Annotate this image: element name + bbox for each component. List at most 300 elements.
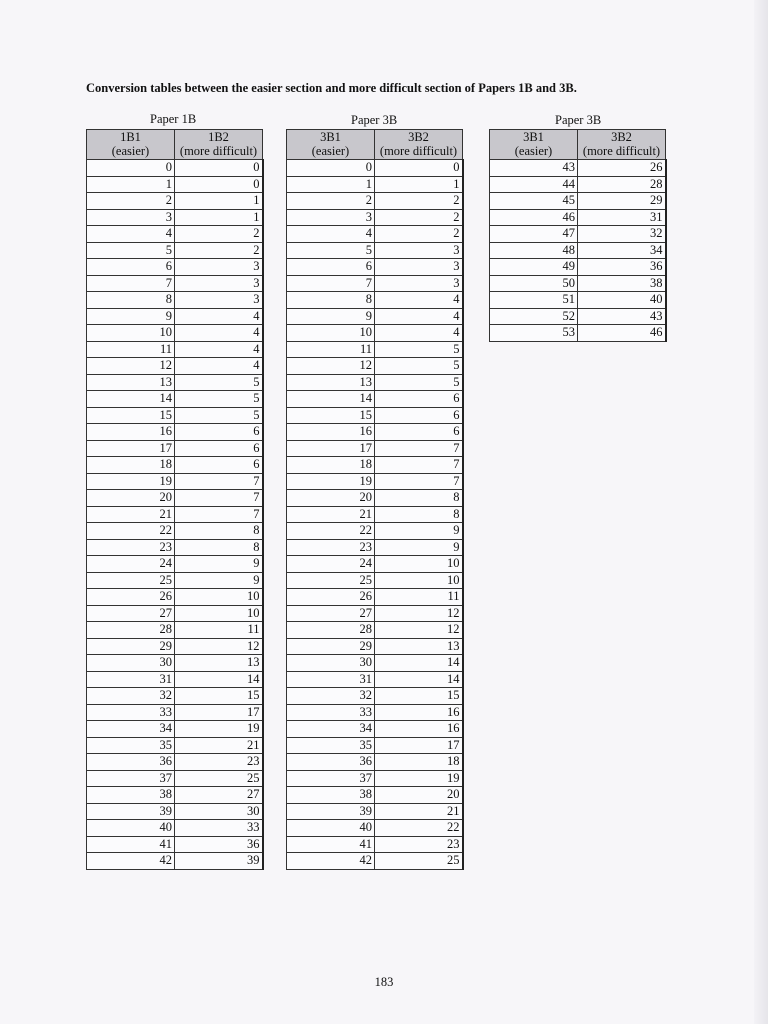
more-difficult-score-cell: 11 bbox=[175, 622, 263, 639]
table-row bbox=[287, 737, 463, 754]
more-difficult-score-cell: 29 bbox=[578, 193, 666, 210]
table-row bbox=[287, 820, 463, 837]
table-row bbox=[87, 836, 263, 853]
more-difficult-score-cell: 8 bbox=[375, 490, 463, 507]
table-row bbox=[87, 754, 263, 771]
table-row bbox=[287, 688, 463, 705]
table-row bbox=[490, 209, 666, 226]
easier-score-cell: 22 bbox=[87, 523, 175, 540]
table-row bbox=[87, 853, 263, 870]
table-row bbox=[287, 424, 463, 441]
table-row bbox=[87, 341, 263, 358]
more-difficult-score-cell: 17 bbox=[175, 704, 263, 721]
more-difficult-score-cell: 10 bbox=[175, 589, 263, 606]
easier-score-cell: 3 bbox=[287, 209, 375, 226]
easier-score-cell: 17 bbox=[287, 440, 375, 457]
table-row bbox=[287, 622, 463, 639]
easier-score-cell: 41 bbox=[87, 836, 175, 853]
easier-score-cell: 11 bbox=[287, 341, 375, 358]
easier-score-cell: 1 bbox=[287, 176, 375, 193]
more-difficult-score-cell: 6 bbox=[375, 407, 463, 424]
easier-score-cell: 51 bbox=[490, 292, 578, 309]
easier-score-cell: 53 bbox=[490, 325, 578, 342]
table-row bbox=[87, 259, 263, 276]
table-row bbox=[287, 391, 463, 408]
more-difficult-score-cell: 27 bbox=[175, 787, 263, 804]
more-difficult-score-cell: 5 bbox=[375, 374, 463, 391]
easier-score-cell: 24 bbox=[287, 556, 375, 573]
more-difficult-score-cell: 22 bbox=[375, 820, 463, 837]
table-row bbox=[287, 638, 463, 655]
table-row bbox=[287, 836, 463, 853]
easier-score-cell: 23 bbox=[287, 539, 375, 556]
more-difficult-score-cell: 13 bbox=[375, 638, 463, 655]
more-difficult-score-cell: 8 bbox=[375, 506, 463, 523]
conversion-table-paper-3b-part-1 bbox=[286, 129, 464, 870]
table-row bbox=[87, 671, 263, 688]
more-difficult-score-cell: 11 bbox=[375, 589, 463, 606]
table-row bbox=[287, 308, 463, 325]
table-row bbox=[87, 292, 263, 309]
table-row bbox=[87, 506, 263, 523]
easier-score-cell: 20 bbox=[87, 490, 175, 507]
table-row bbox=[287, 226, 463, 243]
table-header-row bbox=[87, 130, 263, 160]
more-difficult-score-cell: 4 bbox=[175, 358, 263, 375]
more-difficult-score-cell: 20 bbox=[375, 787, 463, 804]
table-row bbox=[87, 622, 263, 639]
more-difficult-score-cell: 6 bbox=[175, 457, 263, 474]
easier-score-cell: 39 bbox=[87, 803, 175, 820]
table-row bbox=[490, 226, 666, 243]
table-row bbox=[87, 572, 263, 589]
easier-score-cell: 7 bbox=[287, 275, 375, 292]
table-row bbox=[87, 523, 263, 540]
easier-score-cell: 39 bbox=[287, 803, 375, 820]
more-difficult-score-cell: 25 bbox=[175, 770, 263, 787]
easier-score-cell: 47 bbox=[490, 226, 578, 243]
easier-score-cell: 22 bbox=[287, 523, 375, 540]
easier-score-cell: 32 bbox=[87, 688, 175, 705]
easier-score-cell: 27 bbox=[287, 605, 375, 622]
more-difficult-score-cell: 21 bbox=[175, 737, 263, 754]
more-difficult-score-cell: 13 bbox=[175, 655, 263, 672]
more-difficult-score-cell: 3 bbox=[175, 275, 263, 292]
table-row bbox=[87, 407, 263, 424]
table-row bbox=[287, 539, 463, 556]
easier-score-cell: 15 bbox=[87, 407, 175, 424]
easier-score-cell: 25 bbox=[287, 572, 375, 589]
page-heading: Conversion tables between the easier section and more difficult section of Papers 1B and 3B. bbox=[86, 81, 577, 95]
table-caption-paper-3b-continued: Paper 3B bbox=[555, 113, 602, 127]
easier-score-cell: 33 bbox=[87, 704, 175, 721]
more-difficult-score-cell: 5 bbox=[175, 407, 263, 424]
table-row bbox=[287, 770, 463, 787]
more-difficult-score-cell: 2 bbox=[175, 242, 263, 259]
table-row bbox=[287, 325, 463, 342]
table-row bbox=[87, 308, 263, 325]
more-difficult-score-cell: 4 bbox=[375, 292, 463, 309]
conversion-table-paper-3b-part-2 bbox=[489, 129, 667, 342]
easier-score-cell: 17 bbox=[87, 440, 175, 457]
more-difficult-score-cell: 36 bbox=[578, 259, 666, 276]
table-row bbox=[490, 325, 666, 342]
easier-score-cell: 12 bbox=[287, 358, 375, 375]
easier-score-cell: 31 bbox=[287, 671, 375, 688]
more-difficult-score-cell: 14 bbox=[375, 655, 463, 672]
easier-score-cell: 35 bbox=[87, 737, 175, 754]
easier-score-cell: 29 bbox=[87, 638, 175, 655]
page-number: 183 bbox=[374, 975, 394, 989]
table-row bbox=[287, 473, 463, 490]
easier-score-cell: 29 bbox=[287, 638, 375, 655]
easier-score-cell: 19 bbox=[287, 473, 375, 490]
table-row bbox=[87, 209, 263, 226]
easier-score-cell: 38 bbox=[287, 787, 375, 804]
more-difficult-score-cell: 7 bbox=[175, 490, 263, 507]
table-row bbox=[87, 226, 263, 243]
table-row bbox=[490, 292, 666, 309]
more-difficult-score-cell: 7 bbox=[375, 440, 463, 457]
more-difficult-score-cell: 1 bbox=[175, 209, 263, 226]
more-difficult-score-cell: 19 bbox=[175, 721, 263, 738]
more-difficult-score-cell: 39 bbox=[175, 853, 263, 870]
table-row bbox=[87, 638, 263, 655]
easier-score-cell: 32 bbox=[287, 688, 375, 705]
table-row bbox=[287, 754, 463, 771]
more-difficult-score-cell: 31 bbox=[578, 209, 666, 226]
column-header-more-difficult: 1B2 (more difficult) bbox=[175, 130, 263, 160]
easier-score-cell: 23 bbox=[87, 539, 175, 556]
easier-score-cell: 0 bbox=[287, 160, 375, 177]
more-difficult-score-cell: 6 bbox=[375, 424, 463, 441]
table-row bbox=[287, 209, 463, 226]
more-difficult-score-cell: 38 bbox=[578, 275, 666, 292]
table-row bbox=[287, 589, 463, 606]
table-row bbox=[87, 193, 263, 210]
table-row bbox=[287, 704, 463, 721]
more-difficult-score-cell: 30 bbox=[175, 803, 263, 820]
more-difficult-score-cell: 9 bbox=[375, 539, 463, 556]
more-difficult-score-cell: 7 bbox=[175, 473, 263, 490]
table-row bbox=[287, 655, 463, 672]
more-difficult-score-cell: 40 bbox=[578, 292, 666, 309]
more-difficult-score-cell: 3 bbox=[375, 259, 463, 276]
table-row bbox=[87, 457, 263, 474]
table-row bbox=[87, 787, 263, 804]
more-difficult-score-cell: 9 bbox=[375, 523, 463, 540]
table-header-row bbox=[287, 130, 463, 160]
more-difficult-score-cell: 6 bbox=[375, 391, 463, 408]
table-row bbox=[287, 374, 463, 391]
more-difficult-score-cell: 2 bbox=[375, 226, 463, 243]
easier-score-cell: 14 bbox=[87, 391, 175, 408]
more-difficult-score-cell: 6 bbox=[175, 440, 263, 457]
more-difficult-score-cell: 36 bbox=[175, 836, 263, 853]
easier-score-cell: 36 bbox=[287, 754, 375, 771]
easier-score-cell: 14 bbox=[287, 391, 375, 408]
table-row bbox=[87, 160, 263, 177]
easier-score-cell: 37 bbox=[287, 770, 375, 787]
more-difficult-score-cell: 5 bbox=[175, 391, 263, 408]
easier-score-cell: 13 bbox=[287, 374, 375, 391]
easier-score-cell: 41 bbox=[287, 836, 375, 853]
table-row bbox=[87, 556, 263, 573]
table-row bbox=[87, 770, 263, 787]
more-difficult-score-cell: 28 bbox=[578, 176, 666, 193]
easier-score-cell: 8 bbox=[287, 292, 375, 309]
table-row bbox=[490, 176, 666, 193]
more-difficult-score-cell: 2 bbox=[375, 209, 463, 226]
more-difficult-score-cell: 15 bbox=[175, 688, 263, 705]
more-difficult-score-cell: 7 bbox=[175, 506, 263, 523]
table-row bbox=[287, 275, 463, 292]
column-header-more-difficult: 3B2 (more difficult) bbox=[578, 130, 666, 160]
easier-score-cell: 37 bbox=[87, 770, 175, 787]
easier-score-cell: 26 bbox=[287, 589, 375, 606]
easier-score-cell: 13 bbox=[87, 374, 175, 391]
easier-score-cell: 31 bbox=[87, 671, 175, 688]
easier-score-cell: 48 bbox=[490, 242, 578, 259]
easier-score-cell: 24 bbox=[87, 556, 175, 573]
easier-score-cell: 30 bbox=[87, 655, 175, 672]
more-difficult-score-cell: 17 bbox=[375, 737, 463, 754]
more-difficult-score-cell: 3 bbox=[375, 275, 463, 292]
table-row bbox=[87, 176, 263, 193]
table-row bbox=[287, 292, 463, 309]
more-difficult-score-cell: 5 bbox=[175, 374, 263, 391]
table-row bbox=[287, 803, 463, 820]
easier-score-cell: 5 bbox=[87, 242, 175, 259]
table-row bbox=[287, 506, 463, 523]
easier-score-cell: 18 bbox=[287, 457, 375, 474]
more-difficult-score-cell: 3 bbox=[175, 259, 263, 276]
easier-score-cell: 10 bbox=[287, 325, 375, 342]
easier-score-cell: 16 bbox=[287, 424, 375, 441]
easier-score-cell: 5 bbox=[287, 242, 375, 259]
table-row bbox=[287, 671, 463, 688]
more-difficult-score-cell: 9 bbox=[175, 556, 263, 573]
table-row bbox=[87, 589, 263, 606]
table-row bbox=[87, 539, 263, 556]
table-row bbox=[87, 424, 263, 441]
more-difficult-score-cell: 10 bbox=[375, 572, 463, 589]
easier-score-cell: 34 bbox=[87, 721, 175, 738]
table-row bbox=[87, 358, 263, 375]
easier-score-cell: 44 bbox=[490, 176, 578, 193]
easier-score-cell: 1 bbox=[87, 176, 175, 193]
more-difficult-score-cell: 5 bbox=[375, 358, 463, 375]
more-difficult-score-cell: 19 bbox=[375, 770, 463, 787]
more-difficult-score-cell: 4 bbox=[175, 341, 263, 358]
table-row bbox=[287, 490, 463, 507]
table-row bbox=[287, 556, 463, 573]
more-difficult-score-cell: 21 bbox=[375, 803, 463, 820]
more-difficult-score-cell: 3 bbox=[175, 292, 263, 309]
more-difficult-score-cell: 14 bbox=[175, 671, 263, 688]
more-difficult-score-cell: 4 bbox=[175, 325, 263, 342]
page-edge-shadow bbox=[754, 0, 768, 1024]
easier-score-cell: 21 bbox=[87, 506, 175, 523]
table-row bbox=[287, 440, 463, 457]
more-difficult-score-cell: 0 bbox=[375, 160, 463, 177]
easier-score-cell: 9 bbox=[287, 308, 375, 325]
easier-score-cell: 8 bbox=[87, 292, 175, 309]
table-row bbox=[490, 193, 666, 210]
table-row bbox=[490, 160, 666, 177]
more-difficult-score-cell: 8 bbox=[175, 539, 263, 556]
easier-score-cell: 30 bbox=[287, 655, 375, 672]
table-row bbox=[87, 440, 263, 457]
table-row bbox=[87, 737, 263, 754]
more-difficult-score-cell: 12 bbox=[375, 622, 463, 639]
easier-score-cell: 10 bbox=[87, 325, 175, 342]
more-difficult-score-cell: 12 bbox=[375, 605, 463, 622]
more-difficult-score-cell: 2 bbox=[175, 226, 263, 243]
table-row bbox=[287, 853, 463, 870]
more-difficult-score-cell: 16 bbox=[375, 721, 463, 738]
more-difficult-score-cell: 26 bbox=[578, 160, 666, 177]
easier-score-cell: 40 bbox=[287, 820, 375, 837]
table-row bbox=[87, 688, 263, 705]
table-row bbox=[287, 572, 463, 589]
column-header-easier: 3B1 (easier) bbox=[287, 130, 375, 160]
more-difficult-score-cell: 23 bbox=[175, 754, 263, 771]
table-row bbox=[287, 160, 463, 177]
table-row bbox=[87, 275, 263, 292]
table-row bbox=[87, 721, 263, 738]
more-difficult-score-cell: 8 bbox=[175, 523, 263, 540]
easier-score-cell: 2 bbox=[287, 193, 375, 210]
table-row bbox=[87, 242, 263, 259]
table-row bbox=[287, 193, 463, 210]
easier-score-cell: 35 bbox=[287, 737, 375, 754]
table-row bbox=[87, 803, 263, 820]
table-row bbox=[87, 473, 263, 490]
easier-score-cell: 19 bbox=[87, 473, 175, 490]
more-difficult-score-cell: 15 bbox=[375, 688, 463, 705]
more-difficult-score-cell: 32 bbox=[578, 226, 666, 243]
more-difficult-score-cell: 4 bbox=[375, 308, 463, 325]
easier-score-cell: 3 bbox=[87, 209, 175, 226]
column-header-easier: 3B1 (easier) bbox=[490, 130, 578, 160]
table-row bbox=[490, 308, 666, 325]
more-difficult-score-cell: 33 bbox=[175, 820, 263, 837]
easier-score-cell: 34 bbox=[287, 721, 375, 738]
table-row bbox=[87, 391, 263, 408]
table-row bbox=[287, 176, 463, 193]
more-difficult-score-cell: 4 bbox=[375, 325, 463, 342]
table-row bbox=[287, 407, 463, 424]
more-difficult-score-cell: 1 bbox=[175, 193, 263, 210]
easier-score-cell: 28 bbox=[87, 622, 175, 639]
table-row bbox=[87, 374, 263, 391]
more-difficult-score-cell: 10 bbox=[375, 556, 463, 573]
easier-score-cell: 43 bbox=[490, 160, 578, 177]
easier-score-cell: 15 bbox=[287, 407, 375, 424]
easier-score-cell: 2 bbox=[87, 193, 175, 210]
table-row bbox=[87, 325, 263, 342]
easier-score-cell: 50 bbox=[490, 275, 578, 292]
easier-score-cell: 9 bbox=[87, 308, 175, 325]
table-row bbox=[87, 820, 263, 837]
table-row bbox=[287, 457, 463, 474]
easier-score-cell: 18 bbox=[87, 457, 175, 474]
more-difficult-score-cell: 34 bbox=[578, 242, 666, 259]
more-difficult-score-cell: 7 bbox=[375, 473, 463, 490]
table-row bbox=[287, 787, 463, 804]
more-difficult-score-cell: 2 bbox=[375, 193, 463, 210]
table-row bbox=[287, 605, 463, 622]
easier-score-cell: 25 bbox=[87, 572, 175, 589]
easier-score-cell: 4 bbox=[287, 226, 375, 243]
table-row bbox=[490, 259, 666, 276]
easier-score-cell: 6 bbox=[87, 259, 175, 276]
table-row bbox=[87, 704, 263, 721]
easier-score-cell: 4 bbox=[87, 226, 175, 243]
table-row bbox=[87, 655, 263, 672]
table-row bbox=[287, 259, 463, 276]
easier-score-cell: 42 bbox=[87, 853, 175, 870]
more-difficult-score-cell: 9 bbox=[175, 572, 263, 589]
more-difficult-score-cell: 23 bbox=[375, 836, 463, 853]
easier-score-cell: 45 bbox=[490, 193, 578, 210]
table-row bbox=[87, 605, 263, 622]
easier-score-cell: 16 bbox=[87, 424, 175, 441]
more-difficult-score-cell: 1 bbox=[375, 176, 463, 193]
easier-score-cell: 21 bbox=[287, 506, 375, 523]
more-difficult-score-cell: 43 bbox=[578, 308, 666, 325]
more-difficult-score-cell: 5 bbox=[375, 341, 463, 358]
table-caption-paper-1b: Paper 1B bbox=[150, 112, 197, 126]
more-difficult-score-cell: 46 bbox=[578, 325, 666, 342]
easier-score-cell: 40 bbox=[87, 820, 175, 837]
more-difficult-score-cell: 3 bbox=[375, 242, 463, 259]
easier-score-cell: 46 bbox=[490, 209, 578, 226]
column-header-easier: 1B1 (easier) bbox=[87, 130, 175, 160]
more-difficult-score-cell: 7 bbox=[375, 457, 463, 474]
more-difficult-score-cell: 16 bbox=[375, 704, 463, 721]
table-row bbox=[287, 721, 463, 738]
table-row bbox=[490, 275, 666, 292]
easier-score-cell: 36 bbox=[87, 754, 175, 771]
table-header-row bbox=[490, 130, 666, 160]
easier-score-cell: 38 bbox=[87, 787, 175, 804]
easier-score-cell: 26 bbox=[87, 589, 175, 606]
more-difficult-score-cell: 14 bbox=[375, 671, 463, 688]
more-difficult-score-cell: 25 bbox=[375, 853, 463, 870]
easier-score-cell: 42 bbox=[287, 853, 375, 870]
more-difficult-score-cell: 6 bbox=[175, 424, 263, 441]
easier-score-cell: 7 bbox=[87, 275, 175, 292]
easier-score-cell: 11 bbox=[87, 341, 175, 358]
easier-score-cell: 49 bbox=[490, 259, 578, 276]
more-difficult-score-cell: 12 bbox=[175, 638, 263, 655]
easier-score-cell: 0 bbox=[87, 160, 175, 177]
easier-score-cell: 12 bbox=[87, 358, 175, 375]
table-row bbox=[490, 242, 666, 259]
more-difficult-score-cell: 0 bbox=[175, 160, 263, 177]
more-difficult-score-cell: 18 bbox=[375, 754, 463, 771]
easier-score-cell: 52 bbox=[490, 308, 578, 325]
easier-score-cell: 6 bbox=[287, 259, 375, 276]
table-row bbox=[287, 242, 463, 259]
easier-score-cell: 27 bbox=[87, 605, 175, 622]
more-difficult-score-cell: 0 bbox=[175, 176, 263, 193]
more-difficult-score-cell: 10 bbox=[175, 605, 263, 622]
table-row bbox=[287, 358, 463, 375]
easier-score-cell: 28 bbox=[287, 622, 375, 639]
